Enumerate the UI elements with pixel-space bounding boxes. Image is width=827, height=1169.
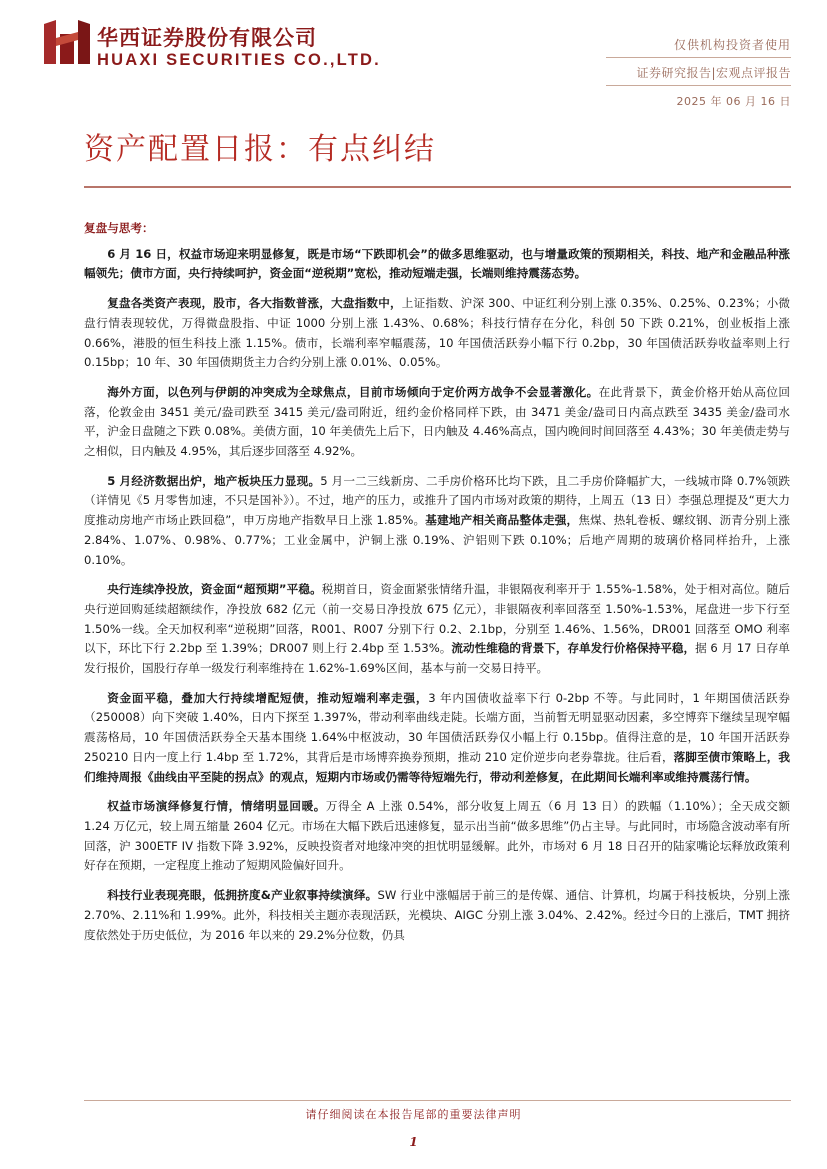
brand-name-en: HUAXI SECURITIES CO.,LTD.	[97, 51, 381, 69]
body-text: 上证指数、沪深 300、中证红利分别上涨 0.35%、0.25%、0.23%；小微盘行情表现较优，万得微盘股指、中证 1000 分别上涨 1.43%、0.68%；科技行情存在分化，科创 50 下跌 0.21%，创业板指上涨 0.66%，港股的恒生科技上涨 1.15%。债市，长端利率窄幅震荡，10 年国债活跃券小幅下行 0.2bp，30 年国债活跃券收益率则上行 0.15bp；10 年、30 年国债期货主力合约分别上涨 0.01%、0.05%。	[84, 296, 790, 370]
body-text: 焦煤、热轧卷板、螺纹钢、沥青分别上涨 2.84%、1.07%、0.98%、0.77%；工业金属中，沪铜上涨 0.19%、沪铝则下跌 0.10%；后地产周期的玻璃价格同样抬升，上涨 0.10%。	[84, 513, 790, 567]
body-text: 5 月一二三线新房、二手房价格环比均下跌，且二手房价降幅扩大，一线城市降 0.7%领跌（详情见《5 月零售加速，不只是国补》）。不过，地产的压力，或推升了国内市场对政策的期待，上周五（13 日）李强总理提及“更大力度推动房地产市场止跌回稳”，申万房地产指数早日上涨 1.85%。	[84, 473, 790, 528]
body-paragraph	[84, 689, 790, 788]
body-paragraph	[84, 294, 790, 373]
body-paragraph	[84, 245, 790, 284]
body-text: 税期首日，资金面紧张情绪升温，非银隔夜利率开于 1.55%-1.58%，处于相对高位。随后央行逆回购延续超额续作，净投放 682 亿元（前一交易日净投放 675 亿元），非银隔夜利率回落至 1.50%-1.53%，尾盘进一步下行至 1.50%一线。全天加权利率“逆税期”回落，R001、R007 分别下行 0.2、2.1bp，分别至 1.46%、1.56%，DR001 回落至 OMO 利率以下，环比下行 2.2bp 至 1.39%；DR007 则上行 2.4bp 至 1.53%。	[84, 582, 790, 656]
title-divider	[84, 186, 791, 188]
legal-disclaimer: 请仔细阅读在本报告尾部的重要法律声明	[305, 1108, 522, 1121]
brand-name-cn: 华西证券股份有限公司	[97, 25, 317, 50]
emphasis-text: 海外方面，以色列与伊朗的冲突成为全球焦点，目前市场倾向于定价两方战争不会显著激化。	[107, 384, 599, 399]
emphasis-text: 科技行业表现亮眼，低拥挤度&产业叙事持续演绎。	[107, 888, 378, 903]
emphasis-text: 6 月 16 日，权益市场迎来明显修复，既是市场“下跌即机会”的做多思维驱动，也与增量政策的预期相关，科技、地产和金融品种涨幅领先；债市方面，央行持续呵护，资金面“逆税期”宽松，推动短端走强，长端则维持震荡态势。	[84, 246, 790, 281]
emphasis-text: 基建地产相关商品整体走强，	[425, 513, 579, 528]
report-body	[84, 219, 790, 955]
emphasis-text: 权益市场演绎修复行情，情绪明显回暖。	[107, 799, 326, 814]
header-divider	[606, 85, 791, 86]
section-heading: 复盘与思考：	[84, 221, 154, 235]
body-text: 据 6 月 17 日存单发行报价，国股行存单一级发行利率维持在 1.62%-1.69%区间，基本与前一交易日持平。	[84, 641, 790, 676]
footer-divider	[84, 1100, 791, 1101]
emphasis-text: 央行连续净投放，资金面“超预期”平稳。	[107, 582, 322, 597]
emphasis-text: 5 月经济数据出炉，地产板块压力显现。	[107, 473, 321, 488]
huaxi-logo-icon	[42, 18, 92, 66]
body-text: 万得全 A 上涨 0.54%，部分收复上周五（6 月 13 日）的跌幅（1.10%）；全天成交额 1.24 万亿元，较上周五缩量 2604 亿元。市场在大幅下跌后迅速修复，显示出当前“做多思维”仍占主导。与此同时，市场隐含波动率有所回落，沪 300ETF IV 指数下降 3.92%，反映投资者对地缘冲突的担忧明显缓解。此外，市场对 6 月 18 日召开的陆家嘴论坛释放政策利好存在预期，一定程度上推动了短期风险偏好回升。	[84, 799, 790, 873]
body-paragraph	[84, 580, 790, 679]
audience-tagline: 仅供机构投资者使用	[673, 38, 791, 52]
emphasis-text: 资金面平稳，叠加大行持续增配短债，推动短端利率走强，	[107, 690, 429, 705]
report-title: 资产配置日报：有点纠结	[84, 132, 436, 167]
report-category: 证券研究报告|宏观点评报告	[636, 66, 791, 80]
page-number: 1	[409, 1135, 418, 1149]
paragraph-list	[84, 245, 790, 946]
body-paragraph	[84, 886, 790, 945]
body-paragraph	[84, 797, 790, 876]
body-text: SW 行业中涨幅居于前三的是传媒、通信、计算机，均属于科技板块，分别上涨 2.70%、2.11%和 1.99%。此外，科技相关主题亦表现活跃，光模块、AIGC 分别上涨 3.04%、2.42%。经过今日的上涨后，TMT 拥挤度依然处于历史低位，为 2016 年以来的 29.2%分位数，仍具	[84, 888, 790, 942]
body-text: 3 年内国债收益率下行 0-2bp 不等。与此同时，1 年期国债活跃券（250008）向下突破 1.40%，日内下探至 1.397%，带动利率曲线走陡。长端方面，当前暂无明显驱动因素，多空博弈下继续呈现窄幅震荡格局，10 年国债活跃券全天基本围绕 1.64%中枢波动，30 年国债活跃券仅小幅上行 0.15bp。值得注意的是，10 年国开活跃券 250210 日内一度上行 1.4bp 至 1.72%，其背后是市场博弈换券预期，推动 210 定价逆步向老券靠拢。往后看，	[84, 690, 790, 764]
emphasis-text: 落脚至债市策略上，我们维持周报《曲线由平至陡的拐点》的观点，短期内市场或仍需等待短端先行，带动利差修复，在此期间长端利率或维持震荡行情。	[84, 749, 790, 784]
header-divider	[606, 57, 791, 58]
body-paragraph	[84, 383, 790, 462]
body-paragraph	[84, 472, 790, 571]
emphasis-text: 流动性维稳的背景下，存单发行价格保持平稳，	[451, 641, 696, 656]
report-date: 2025 年 06 月 16 日	[676, 95, 791, 108]
emphasis-text: 复盘各类资产表现，股市，各大指数普涨，大盘指数中，	[107, 296, 402, 311]
body-text: 在此背景下，黄金价格开始从高位回落，伦敦金由 3451 美元/盎司跌至 3415 美元/盎司附近，纽约金价格同样下跌，由 3471 美金/盎司日内高点跌至 3435 美金/盎司水平，沪金日盘随之下跌 0.08%。美债方面，10 年美债先上后下，日内触及 4.46%高点，国内晚间时间回落至 4.43%；30 年美债走势与之相似，日内触及 4.95%，其后逐步回落至 4.92%。	[84, 384, 790, 459]
